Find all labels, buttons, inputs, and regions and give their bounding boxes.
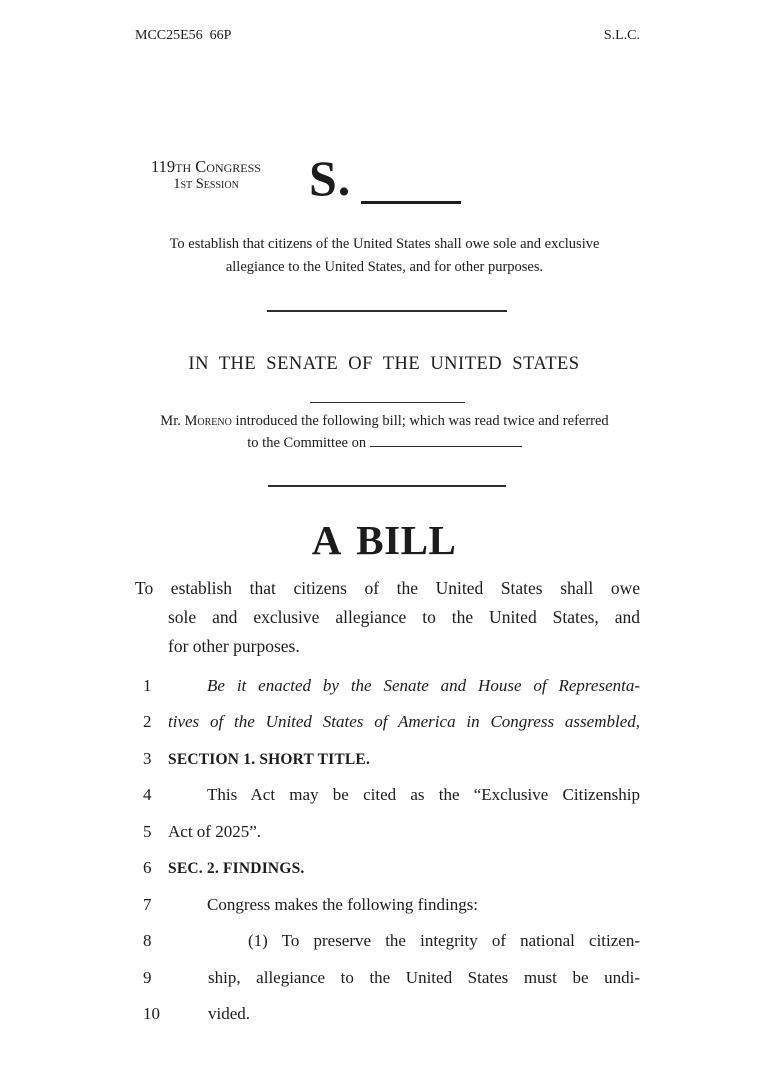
line-text: tives of the United States of America in Congress assembled,: [168, 712, 640, 732]
bill-prefix: S.: [309, 150, 352, 206]
congress-caption: [133, 158, 279, 192]
line-text: (1) To preserve the integrity of national citizen-: [248, 931, 640, 951]
line-text: ship, allegiance to the United States must be undi-: [208, 967, 640, 987]
bill-line: [143, 777, 640, 813]
bill-number: [309, 152, 461, 204]
bill-number-blank: [361, 157, 461, 204]
bill-body: [143, 668, 640, 1032]
long-title-line3: for other purposes.: [168, 636, 300, 657]
header-doc-code: MCC25E56 66P: [135, 28, 232, 43]
sponsor-line2: [132, 432, 637, 454]
line-number: 1: [143, 676, 152, 695]
sponsor-action-text: introduced the following bill; which was read twice and referred: [231, 413, 609, 429]
sponsor-prefix: Mr.: [160, 413, 185, 429]
bill-line: [143, 923, 640, 959]
committee-name-blank: [370, 432, 522, 447]
long-title: [135, 574, 640, 662]
official-title-line2: allegiance to the United States, and for other purposes.: [225, 258, 544, 275]
bill-line: [143, 741, 640, 777]
sponsor-name: Moreno: [184, 413, 232, 429]
official-title-line1: To establish that citizens of the United States shall owe sole and exclusive: [169, 236, 600, 252]
line-text: This Act may be cited as the “Exclusive Citizenship: [207, 785, 640, 805]
session-number: 1st Session: [173, 176, 239, 192]
line-text: vided.: [208, 1003, 251, 1023]
line-number: 2: [143, 712, 152, 732]
line-text: SECTION 1. SHORT TITLE.: [168, 750, 371, 768]
line-text: SEC. 2. FINDINGS.: [168, 860, 305, 878]
line-number: 7: [143, 894, 152, 914]
congress-number: 119th Congress: [151, 157, 261, 176]
long-title-line2: sole and exclusive allegiance to the United States, and: [168, 607, 640, 628]
divider-rule-top: [267, 310, 507, 312]
official-title: [132, 233, 637, 278]
line-text: Be it enacted by the Senate and House of Representa-: [207, 676, 640, 695]
line-number: 5: [143, 821, 152, 841]
header-office-code: S.L.C.: [603, 28, 640, 43]
long-title-line1: To establish that citizens of the United States shall owe: [135, 578, 640, 598]
running-header: [135, 28, 640, 44]
line-number: 3: [143, 748, 152, 768]
divider-rule-short: [310, 402, 465, 403]
chamber-heading: IN THE SENATE OF THE UNITED STATES: [188, 354, 580, 374]
line-text: Act of 2025”.: [168, 821, 262, 841]
line-number: 8: [143, 931, 152, 951]
bill-line: [143, 668, 640, 704]
sponsor-line1: [132, 410, 637, 432]
sponsor-statement: [132, 410, 637, 454]
line-number: 4: [143, 785, 152, 805]
line-number: 9: [143, 967, 152, 987]
bill-line: [143, 960, 640, 996]
line-text: Congress makes the following findings:: [207, 894, 479, 914]
bill-heading: A BILL: [311, 517, 457, 563]
bill-line: [143, 887, 640, 923]
line-number: 6: [143, 858, 152, 878]
line-number: 10: [143, 1003, 160, 1023]
bill-line: [143, 996, 640, 1032]
bill-line: [143, 814, 640, 850]
committee-label: to the Committee on: [247, 435, 370, 451]
bill-line: [143, 704, 640, 740]
bill-line: [143, 850, 640, 886]
divider-rule-bottom: [268, 485, 506, 487]
